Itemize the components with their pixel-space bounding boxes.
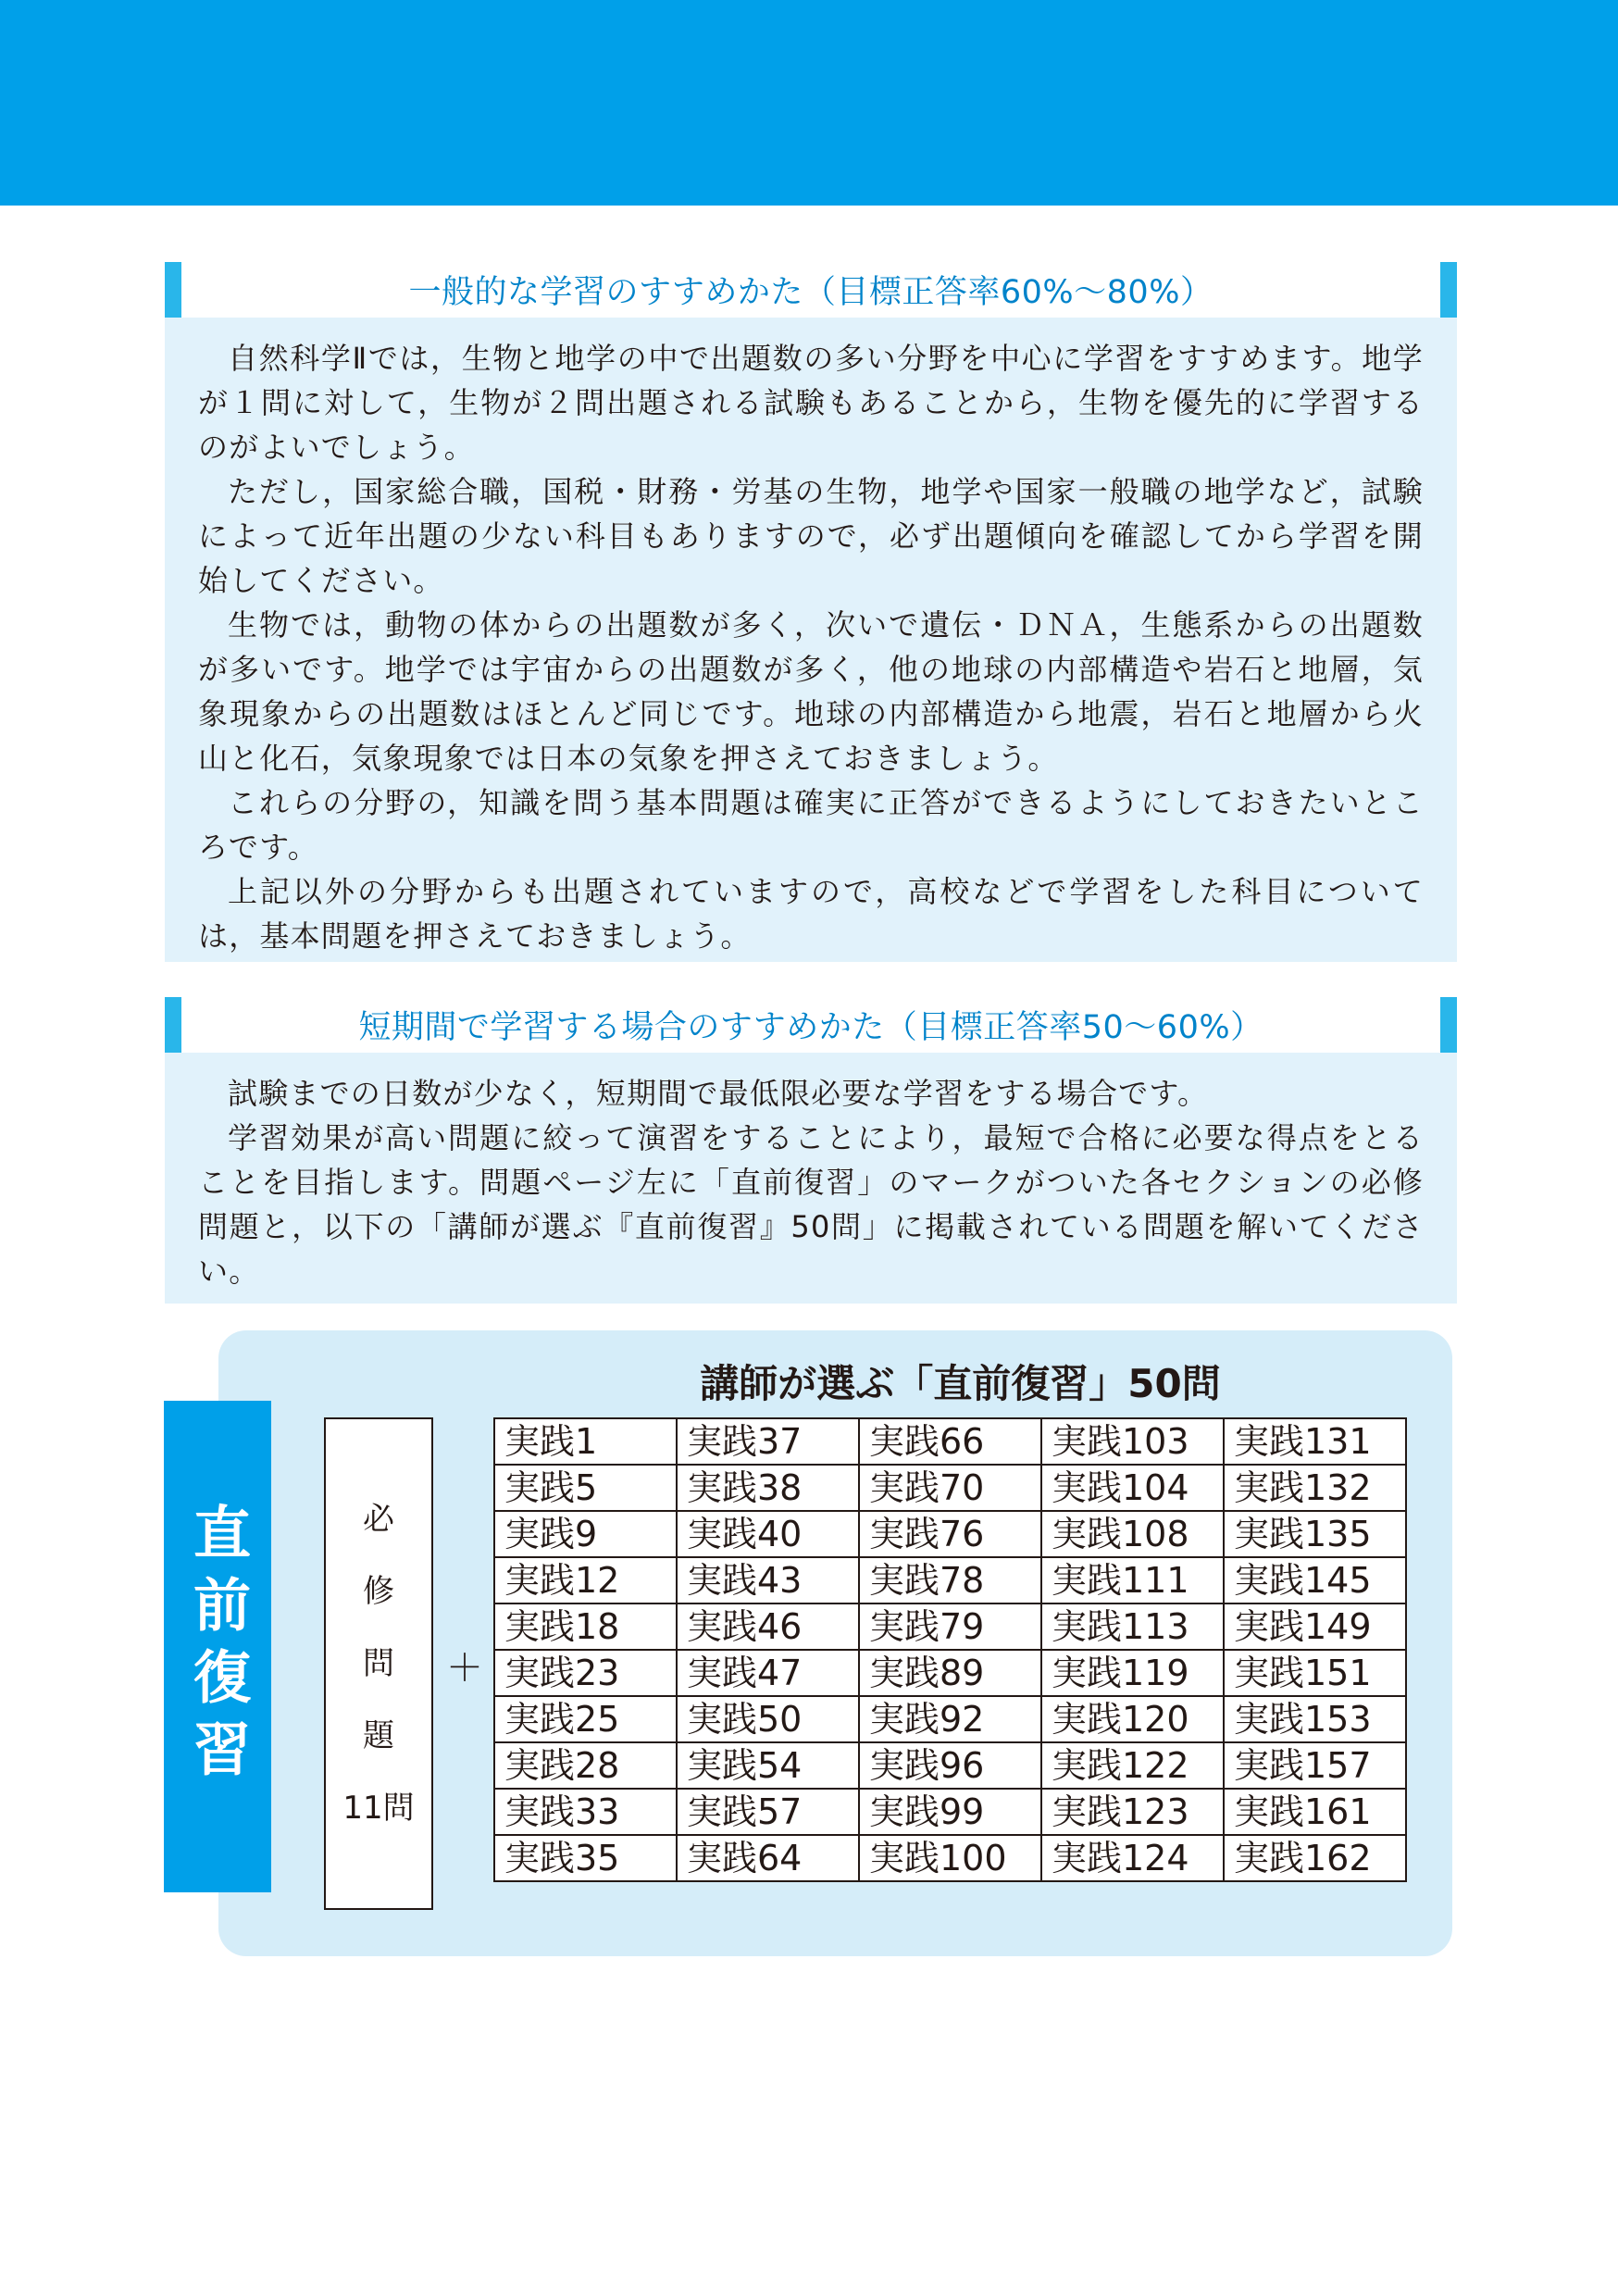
table-cell: 実践18: [494, 1603, 677, 1650]
review-table-title: 講師が選ぶ「直前復習」50問: [700, 1361, 1221, 1406]
table-cell: 実践157: [1224, 1742, 1406, 1789]
table-cell: 実践149: [1224, 1603, 1406, 1650]
table-cell: 実践40: [677, 1511, 859, 1557]
table-cell: 実践1: [494, 1418, 677, 1465]
review-side-label: [164, 1401, 271, 1892]
table-cell: 実践100: [859, 1835, 1041, 1881]
table-row: [494, 1511, 1406, 1557]
table-cell: 実践5: [494, 1465, 677, 1511]
table-cell: 実践122: [1041, 1742, 1224, 1789]
general-study-paragraph: これらの分野の，知識を問う基本問題は確実に正答ができるようにしておきたいところです。: [198, 785, 1424, 865]
table-cell: 実践33: [494, 1789, 677, 1835]
review-problems-table: [493, 1417, 1407, 1882]
general-study-paragraph: 生物では，動物の体からの出題数が多く，次いで遺伝・ＤＮＡ，生態系からの出題数が多いです。地学では宇宙からの出題数が多く，他の地球の内部構造や岩石と地層，気象現象からの出題数はほとんど同じです。地球の内部構造から地震，岩石と地層から火山と化石，気象現象では日本の気象を押さえておきましょう。: [198, 607, 1424, 776]
general-study-paragraph: ただし，国家総合職，国税・財務・労基の生物，地学や国家一般職の地学など，試験によって近年出題の少ない科目もありますので，必ず出題傾向を確認してから学習を開始してください。: [198, 474, 1424, 598]
table-row: [494, 1835, 1406, 1881]
table-cell: 実践92: [859, 1696, 1041, 1742]
table-cell: 実践135: [1224, 1511, 1406, 1557]
table-cell: 実践123: [1041, 1789, 1224, 1835]
table-cell: 実践119: [1041, 1650, 1224, 1696]
table-cell: 実践79: [859, 1603, 1041, 1650]
table-cell: 実践111: [1041, 1557, 1224, 1603]
table-cell: 実践37: [677, 1418, 859, 1465]
header-band: [0, 0, 1618, 206]
general-study-panel: [165, 262, 1457, 962]
short-study-panel: [165, 997, 1457, 1304]
short-study-heading: 短期間で学習する場合のすすめかた（目標正答率50〜60%）: [181, 997, 1440, 1053]
table-cell: 実践43: [677, 1557, 859, 1603]
general-study-heading: 一般的な学習のすすめかた（目標正答率60%〜80%）: [181, 262, 1440, 318]
short-study-body: [198, 1071, 1424, 1293]
table-cell: 実践38: [677, 1465, 859, 1511]
table-cell: 実践145: [1224, 1557, 1406, 1603]
table-cell: 実践50: [677, 1696, 859, 1742]
table-cell: 実践89: [859, 1650, 1041, 1696]
table-cell: 実践96: [859, 1742, 1041, 1789]
table-cell: 実践47: [677, 1650, 859, 1696]
required-char: 題: [363, 1717, 394, 1754]
table-cell: 実践9: [494, 1511, 677, 1557]
table-cell: 実践103: [1041, 1418, 1224, 1465]
table-row: [494, 1557, 1406, 1603]
table-cell: 実践28: [494, 1742, 677, 1789]
required-count: 11問: [342, 1790, 415, 1827]
table-cell: 実践46: [677, 1603, 859, 1650]
table-cell: 実践23: [494, 1650, 677, 1696]
review-problems-table-body: [494, 1418, 1406, 1881]
table-cell: 実践162: [1224, 1835, 1406, 1881]
table-row: [494, 1789, 1406, 1835]
general-study-paragraph: 上記以外の分野からも出題されていますので，高校などで学習をした科目については，基本問題を押さえておきましょう。: [198, 874, 1424, 954]
table-row: [494, 1742, 1406, 1789]
table-cell: 実践35: [494, 1835, 677, 1881]
table-cell: 実践64: [677, 1835, 859, 1881]
table-cell: 実践70: [859, 1465, 1041, 1511]
table-cell: 実践124: [1041, 1835, 1224, 1881]
general-study-paragraph: 自然科学Ⅱでは，生物と地学の中で出題数の多い分野を中心に学習をすすめます。地学が１問に対して，生物が２問出題される試験もあることから，生物を優先的に学習するのがよいでしょう。: [198, 341, 1424, 465]
table-cell: 実践151: [1224, 1650, 1406, 1696]
table-cell: 実践120: [1041, 1696, 1224, 1742]
table-cell: 実践161: [1224, 1789, 1406, 1835]
table-cell: 実践54: [677, 1742, 859, 1789]
table-row: [494, 1650, 1406, 1696]
required-char: 修: [363, 1573, 394, 1610]
required-char: 必: [363, 1501, 394, 1538]
table-cell: 実践131: [1224, 1418, 1406, 1465]
table-row: [494, 1603, 1406, 1650]
table-cell: 実践108: [1041, 1511, 1224, 1557]
table-cell: 実践113: [1041, 1603, 1224, 1650]
table-cell: 実践25: [494, 1696, 677, 1742]
table-cell: 実践12: [494, 1557, 677, 1603]
table-cell: 実践57: [677, 1789, 859, 1835]
table-cell: 実践78: [859, 1557, 1041, 1603]
table-cell: 実践66: [859, 1418, 1041, 1465]
required-char: 問: [363, 1645, 394, 1682]
table-cell: 実践104: [1041, 1465, 1224, 1511]
short-study-heading-bar: [165, 997, 1457, 1053]
table-row: [494, 1465, 1406, 1511]
review-side-label-text: 直前復習: [183, 1502, 252, 1791]
required-problems-box: [324, 1417, 433, 1910]
general-study-body: [198, 336, 1424, 958]
table-cell: 実践153: [1224, 1696, 1406, 1742]
table-row: [494, 1696, 1406, 1742]
plus-sign: ＋: [446, 1647, 483, 1690]
table-row: [494, 1418, 1406, 1465]
table-cell: 実践76: [859, 1511, 1041, 1557]
general-study-heading-bar: [165, 262, 1457, 318]
table-cell: 実践99: [859, 1789, 1041, 1835]
short-study-paragraph: 学習効果が高い問題に絞って演習をすることにより，最短で合格に必要な得点をとることを目指します。問題ページ左に「直前復習」のマークがついた各セクションの必修問題と，以下の「講師が選ぶ『直前復習』50問」に掲載されている問題を解いてください。: [198, 1120, 1424, 1289]
table-cell: 実践132: [1224, 1465, 1406, 1511]
short-study-paragraph: 試験までの日数が少なく，短期間で最低限必要な学習をする場合です。: [228, 1076, 1209, 1111]
